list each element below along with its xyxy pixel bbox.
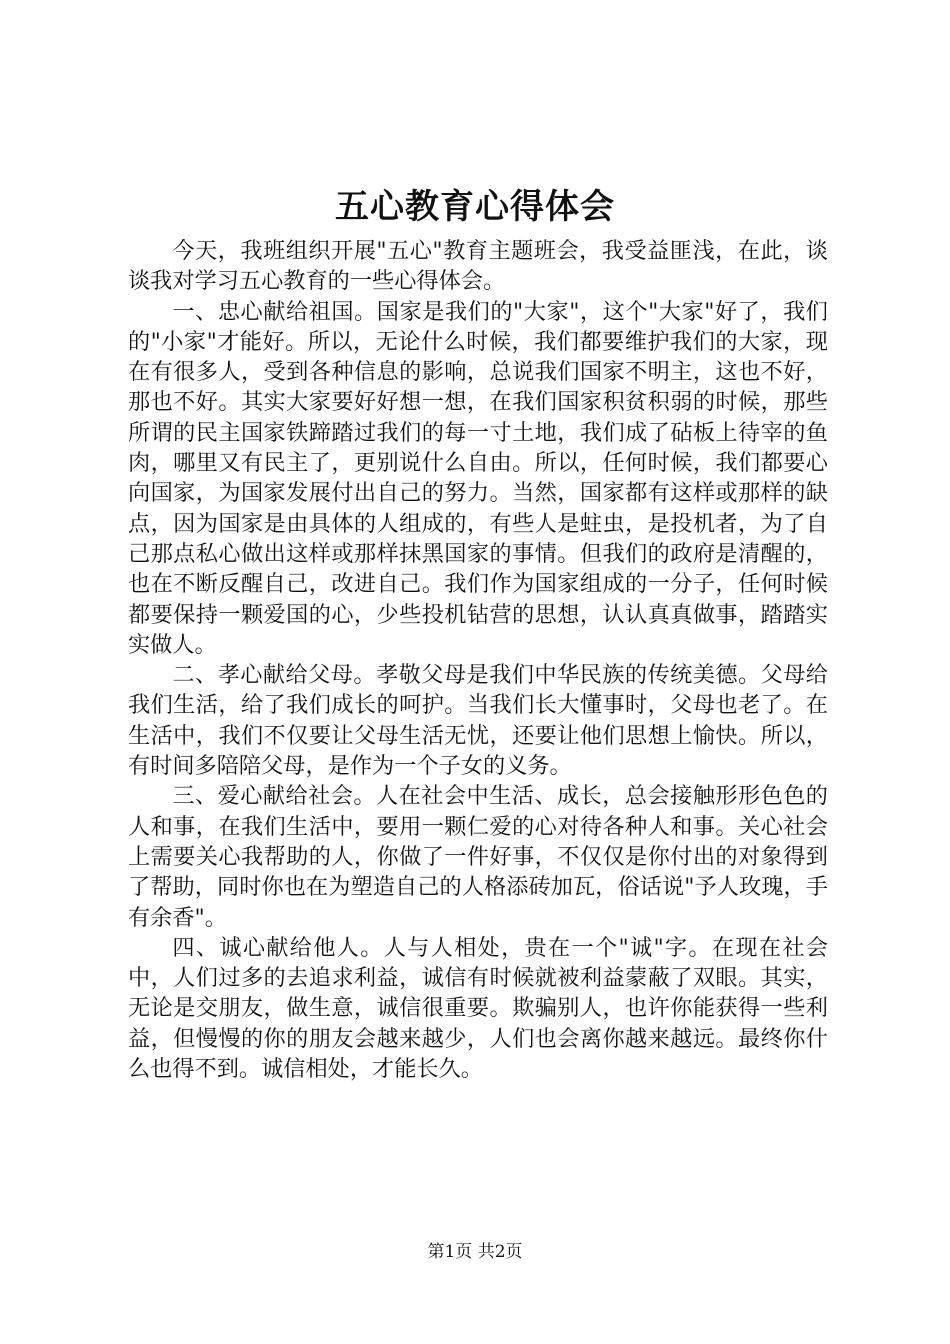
paragraph-sincerity: 四、诚心献给他人。人与人相处，贵在一个"诚"字。在现在社会中，人们过多的去追求利益，诚信有时候就被利益蒙蔽了双眼。其实，无论是交朋友，做生意，诚信很重要。欺骗别人，也许你能获得一些利益，但慢慢的你的朋友会越来越少，人们也会离你越来越远。最终你什么也得不到。诚信相处，才能长久。 xyxy=(128,934,828,1083)
paragraph-intro: 今天，我班组织开展"五心"教育主题班会，我受益匪浅，在此，谈谈我对学习五心教育的一些心得体会。 xyxy=(128,238,828,295)
document-body xyxy=(128,236,828,1084)
paragraph-filial-piety: 二、孝心献给父母。孝敬父母是我们中华民族的传统美德。父母给我们生活，给了我们成长的呵护。当我们长大懂事时，父母也老了。在生活中，我们不仅要让父母生活无忧，还要让他们思想上愉快。所以，有时间多陪陪父母，是作为一个子女的义务。 xyxy=(128,662,828,780)
page-number-footer: 第1页 共2页 xyxy=(427,1242,523,1262)
document-title: 五心教育心得体会 xyxy=(335,187,615,227)
paragraph-love-society: 三、爱心献给社会。人在社会中生活、成长，总会接触形形色色的人和事，在我们生活中，要用一颗仁爱的心对待各种人和事。关心社会上需要关心我帮助的人，你做了一件好事，不仅仅是你付出的对象得到了帮助，同时你也在为塑造自己的人格添砖加瓦，俗话说"予人玫瑰，手有余香"。 xyxy=(128,783,828,931)
paragraph-loyalty: 一、忠心献给祖国。国家是我们的"大家"，这个"大家"好了，我们的"小家"才能好。所以，无论什么时候，我们都要维护我们的大家，现在有很多人，受到各种信息的影响，总说我们国家不明主，这也不好，那也不好。其实大家要好好想一想，在我们国家积贫积弱的时候，那些所谓的民主国家铁蹄踏过我们的每一寸土地，我们成了砧板上待宰的鱼肉，哪里又有民主了，更别说什么自由。所以，任何时候，我们都要心向国家，为国家发展付出自己的努力。当然，国家都有这样或那样的缺点，因为国家是由具体的人组成的，有些人是蛀虫，是投机者，为了自己那点私心做出这样或那样抹黑国家的事情。但我们的政府是清醒的，也在不断反醒自己，改进自己。我们作为国家组成的一分子，任何时候都要保持一颗爱国的心，少些投机钻营的思想，认认真真做事，踏踏实实做人。 xyxy=(128,298,828,658)
